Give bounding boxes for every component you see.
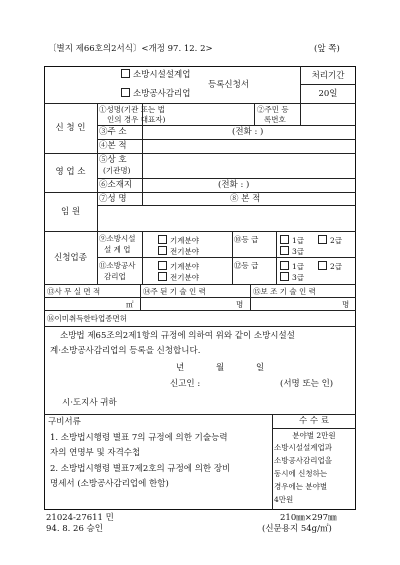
checkbox[interactable]	[158, 246, 167, 255]
documents-label: 구비서류	[48, 417, 81, 427]
doc-item-2b: 명세서 (소방공사감리업에 한함)	[50, 479, 169, 489]
name-label-2: 인의 경우 대표자)	[107, 115, 166, 124]
form-title: 등록신청서	[208, 80, 250, 90]
rrn-label-1: ②주민 등	[257, 105, 289, 114]
checkbox[interactable]	[280, 246, 289, 255]
page-side: (앞 쪽)	[314, 44, 340, 54]
design-mech[interactable]: 기계분야	[158, 235, 199, 245]
address-phone: (전화 : )	[232, 127, 264, 137]
signature-label: (서명 또는 인)	[280, 379, 334, 389]
checkbox[interactable]	[318, 261, 327, 270]
fee-line-2: 소방시설설계업과	[274, 443, 332, 452]
name-field[interactable]	[148, 108, 252, 122]
office-area-unit: ㎡	[126, 300, 134, 309]
fee-line-6: 4만원	[274, 495, 294, 504]
rrn-field[interactable]	[303, 108, 353, 122]
checkbox[interactable]	[318, 235, 327, 244]
rrn-label-2: 록번호	[264, 115, 286, 124]
location-phone: (전화 : )	[218, 180, 250, 190]
supervision-grade-3[interactable]: 3급	[280, 272, 304, 282]
checkbox[interactable]	[121, 69, 130, 78]
design-grade-label: ⑩등 급	[234, 235, 259, 244]
staff-unit: 명	[236, 300, 244, 309]
applicant-section: 신 청 인	[55, 123, 86, 133]
footer-paper: (신문용지 54g/㎡)	[262, 524, 332, 534]
officer-section: 임 원	[60, 207, 81, 217]
checkbox[interactable]	[280, 235, 289, 244]
location-label: ⑥소재지	[99, 180, 133, 190]
applicant-sign-label: 신고인 :	[170, 379, 201, 389]
footer-approval: 94. 8. 26 승인	[46, 524, 103, 534]
form-number: 〔별지 제66호의2서식〕<개정 97. 12. 2>	[48, 44, 213, 54]
date-year: 년	[176, 363, 185, 373]
option-design[interactable]: 소방시설설계업	[121, 69, 190, 80]
design-grade-3[interactable]: 3급	[280, 246, 304, 256]
staff-label: ⑭주 된 기 술 인 력	[143, 287, 206, 296]
design-grade-1[interactable]: 1급	[280, 235, 304, 245]
design-elec[interactable]: 전기분야	[158, 246, 199, 256]
fee-label: 수 수 료	[298, 416, 330, 426]
checkbox[interactable]	[280, 261, 289, 270]
fee-line-1: 분야별 2만원	[292, 431, 336, 440]
aux-staff-unit: 명	[342, 300, 350, 309]
supervision-elec[interactable]: 전기분야	[158, 272, 199, 282]
checkbox[interactable]	[280, 272, 289, 281]
fee-line-3: 소방공사감리업을	[274, 456, 332, 465]
date-day: 일	[256, 363, 265, 373]
office-area-label: ⑬사 무 실 면 적	[47, 287, 101, 296]
doc-item-1b: 자의 연명부 및 자격수첩	[50, 448, 141, 458]
checkbox[interactable]	[158, 272, 167, 281]
officer-name-label: ⑦성 명	[99, 194, 127, 204]
aux-staff-label: ⑮보 조 기 술 인 력	[253, 287, 316, 296]
processing-value: 20일	[318, 89, 338, 99]
doc-item-1a: 1. 소방법시행령 별표 7의 규정에 의한 기술능력	[50, 433, 228, 443]
trade-name-label-1: ⑤상 호	[99, 155, 127, 165]
domicile-label: ④본 적	[99, 141, 127, 151]
officer-domicile-label: ⑧ 본 적	[230, 194, 261, 204]
fee-line-4: 동시에 신청하는	[274, 469, 328, 478]
checkbox[interactable]	[121, 88, 130, 97]
doc-item-2a: 2. 소방법시행령 별표7제2호의 규정에 의한 장비	[50, 464, 231, 474]
recipient: 시·도지사 귀하	[62, 398, 117, 408]
checkbox[interactable]	[158, 235, 167, 244]
fee-line-5: 경우에는 분야별	[274, 482, 328, 491]
address-label: ③주 소	[99, 127, 127, 137]
option-supervision[interactable]: 소방공사감리업	[121, 88, 190, 99]
checkbox[interactable]	[158, 261, 167, 270]
design-label-1: ⑨소방시설	[99, 234, 136, 243]
name-label-1: ①성명(기관 또는 법	[99, 105, 165, 114]
footer-size: 210㎜×297㎜	[280, 513, 337, 523]
declaration-line-2: 계·소방공사감리업의 등록을 신청합니다.	[50, 346, 201, 356]
supervision-mech[interactable]: 기계분야	[158, 261, 199, 271]
supervision-grade-2[interactable]: 2급	[318, 261, 342, 271]
license-label: ⑯이미취득한타업종면허	[47, 314, 127, 323]
business-type-section: 신청업종	[54, 253, 87, 263]
trade-name-label-2: (기관명)	[103, 166, 131, 175]
supervision-grade-label: ⑫등 급	[234, 261, 259, 270]
declaration-line-1: 소방법 제65조의2제1항의 규정에 의하여 위와 같이 소방시설설	[60, 331, 295, 341]
processing-label: 처리기간	[311, 71, 345, 81]
business-section: 영 업 소	[55, 167, 86, 177]
design-grade-2[interactable]: 2급	[318, 235, 342, 245]
supervision-label-2: 감리업	[104, 272, 126, 281]
supervision-label-1: ⑪소방공사	[99, 261, 136, 270]
footer-code: 21024-27611 민	[46, 513, 114, 523]
date-month: 월	[216, 363, 225, 373]
design-label-2: 설 계 업	[104, 245, 131, 254]
supervision-grade-1[interactable]: 1급	[280, 261, 304, 271]
